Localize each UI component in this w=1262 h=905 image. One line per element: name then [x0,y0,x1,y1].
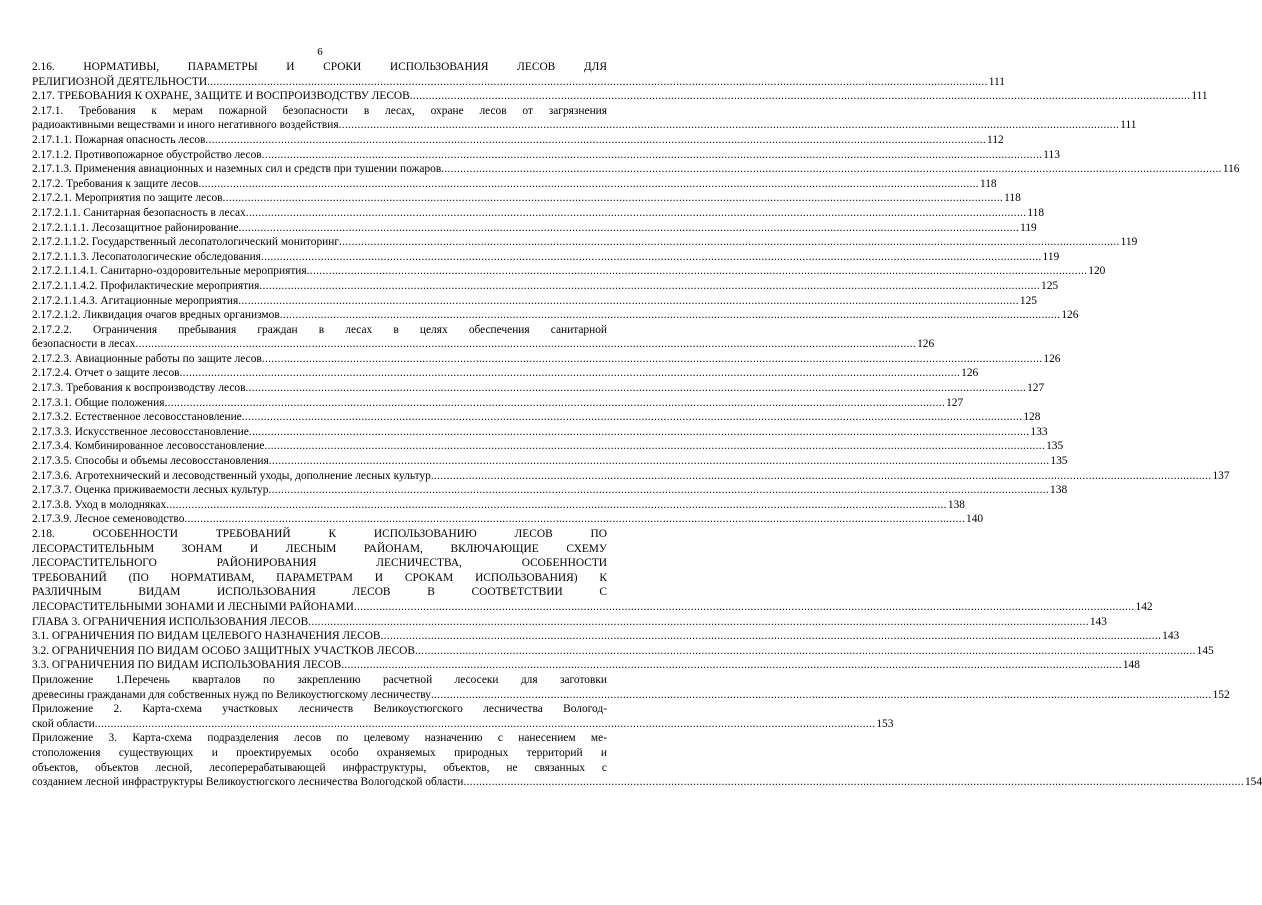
toc-entry-title: 3.2. ОГРАНИЧЕНИЯ ПО ВИДАМ ОСОБО ЗАЩИТНЫХ УЧАСТКОВ ЛЕСОВ [32,644,415,657]
toc-page-number: 118 [1004,192,1021,205]
toc-page-number: 126 [1043,352,1061,365]
toc-leader-dots [259,279,1040,294]
table-of-contents [32,60,1262,790]
toc-page-number: 138 [1050,484,1068,497]
toc-entry[interactable] [32,133,1004,148]
toc-entry-title: безопасности в лесах [32,338,136,351]
toc-leader-dots [249,425,1030,440]
toc-entry-title: 2.17.2.1.1.2. Государственный лесопатологический мониторинг [32,236,340,249]
toc-entry-line: Приложение 3. Карта-схема подразделения лесов по целевому назначению с нанесением ме- [32,732,607,745]
toc-entry[interactable] [32,512,984,527]
toc-entry[interactable] [32,381,1045,396]
toc-entry-title: 2.17.3.7. Оценка приживаемости лесных культур [32,484,269,497]
toc-leader-dots [264,439,1045,454]
toc-page-number: 135 [1050,455,1068,468]
toc-leader-dots [164,396,945,411]
toc-entry-title: 2.17.3. Требования к воспроизводству лесов [32,382,246,395]
toc-entry[interactable] [32,673,1230,702]
toc-page-number: 111 [1120,119,1137,132]
toc-entry[interactable] [32,264,1106,279]
toc-leader-dots [441,162,1222,177]
toc-leader-dots [341,658,1122,673]
toc-leader-dots [223,191,1004,206]
toc-page-number: 143 [1162,630,1180,643]
toc-entry[interactable] [32,162,1240,177]
toc-page-number: 118 [1027,206,1045,219]
toc-entry[interactable] [32,60,1005,89]
toc-leader-dots [410,89,1191,104]
toc-page-number: 119 [1120,236,1138,249]
toc-page-number: 135 [1046,440,1064,453]
toc-entry-line: ЛЕСОРАСТИТЕЛЬНОГО РАЙОНИРОВАНИЯ ЛЕСНИЧЕСТВА, ОСОБЕННОСТИ [32,557,607,570]
toc-page-number: 127 [1027,382,1045,395]
toc-entry[interactable] [32,454,1068,469]
toc-page-number: 152 [1212,688,1230,701]
toc-entry[interactable] [32,366,979,381]
toc-leader-dots [95,717,876,732]
toc-entry[interactable] [32,644,1214,659]
toc-entry-title: 3.1. ОГРАНИЧЕНИЯ ПО ВИДАМ ЦЕЛЕВОГО НАЗНАЧЕНИЯ ЛЕСОВ [32,630,381,643]
toc-entry-line: ТРЕБОВАНИЙ (ПО НОРМАТИВАМ, ПАРАМЕТРАМ И СРОКАМ ИСПОЛЬЗОВАНИЯ) К [32,571,607,584]
toc-page-number: 119 [1042,250,1060,263]
toc-leader-dots [166,498,947,513]
toc-leader-dots [431,688,1212,703]
toc-entry-line: объектов, объектов лесной, лесоперерабатывающей инфраструктуры, объектов, не связанных с [32,761,607,774]
toc-leader-dots [245,381,1026,396]
toc-page-number: 140 [966,513,984,526]
toc-entry[interactable] [32,279,1059,294]
toc-entry-line: 2.16. НОРМАТИВЫ, ПАРАМЕТРЫ И СРОКИ ИСПОЛЬЗОВАНИЯ ЛЕСОВ ДЛЯ [32,61,607,73]
toc-entry-title: 2.17.3.2. Естественное лесовосстановление [32,411,242,424]
toc-page-number: 119 [1020,221,1037,234]
toc-leader-dots [180,366,961,381]
toc-entry-line: РАЗЛИЧНЫМ ВИДАМ ИСПОЛЬЗОВАНИЯ ЛЕСОВ В СООТВЕТСТВИИ С [32,586,607,599]
toc-page-number: 118 [979,177,997,190]
toc-entry[interactable] [32,148,1060,163]
toc-entry[interactable] [32,89,1208,104]
toc-leader-dots [238,221,1019,236]
toc-leader-dots [339,235,1120,250]
toc-entry-title: 2.17.2.4. Отчет о защите лесов [32,367,180,380]
toc-entry[interactable] [32,104,1137,133]
toc-entry-title: 2.17.2.1.1.1. Лесозащитное районирование [32,221,239,234]
toc-entry[interactable] [32,629,1180,644]
toc-entry[interactable] [32,191,1021,206]
toc-page-number: 120 [1088,265,1106,278]
toc-entry[interactable] [32,206,1045,221]
toc-entry-title: 2.17.2.1.1.4.2. Профилактические мероприятия [32,279,260,292]
toc-entry-title: ской области [32,717,95,730]
toc-page-number: 126 [1061,309,1079,322]
toc-leader-dots [184,512,965,527]
toc-entry-line: Приложение 1.Перечень кварталов по закреплению расчетной лесосеки для заготовки [32,673,607,686]
toc-entry-title: 2.17. ТРЕБОВАНИЯ К ОХРАНЕ, ЗАЩИТЕ И ВОСПРОИЗВОДСТВУ ЛЕСОВ [32,90,410,103]
toc-page-number: 137 [1212,469,1230,482]
toc-entry[interactable] [32,323,935,352]
toc-entry-title: 2.17.3.3. Искусственное лесовосстановление [32,425,249,438]
toc-entry[interactable] [32,396,964,411]
toc-entry[interactable] [32,439,1064,454]
toc-page-number: 112 [987,133,1004,146]
toc-leader-dots [242,410,1023,425]
toc-entry[interactable] [32,177,997,192]
toc-leader-dots [135,337,916,352]
toc-entry-title: созданием лесной инфраструктуры Великоустюгского лесничества Вологодской области [32,776,464,789]
toc-entry[interactable] [32,235,1138,250]
toc-leader-dots [268,483,1049,498]
toc-entry-title: 3.3. ОГРАНИЧЕНИЯ ПО ВИДАМ ИСПОЛЬЗОВАНИЯ ЛЕСОВ [32,659,342,672]
toc-leader-dots [307,264,1088,279]
toc-entry-title: 2.17.3.4. Комбинированное лесовосстановление [32,440,265,453]
toc-page-number: 127 [946,396,964,409]
toc-leader-dots [238,294,1019,309]
toc-entry[interactable] [32,527,1153,615]
toc-leader-dots [246,206,1027,221]
toc-page-number: 126 [917,338,935,351]
toc-page-number: 116 [1222,163,1240,176]
toc-entry[interactable] [32,294,1037,309]
toc-leader-dots [431,469,1212,484]
toc-entry-title: 2.17.2.1.2. Ликвидация очагов вредных организмов [32,309,280,322]
toc-entry-line: Приложение 2. Карта-схема участковых лесничеств Великоустюгского лесничества Вологод- [32,703,607,716]
toc-entry-title: 2.17.2.1. Мероприятия по защите лесов [32,192,223,205]
toc-leader-dots [207,75,988,90]
toc-entry[interactable] [32,352,1061,367]
toc-page-number: 128 [1023,411,1041,424]
toc-entry[interactable] [32,250,1060,265]
toc-page-number: 138 [947,498,965,511]
toc-entry-line: стоположения существующих и проектируемых особо охраняемых природных территорий и [32,746,607,759]
toc-leader-dots [262,352,1043,367]
toc-page-number: 111 [1191,90,1208,103]
toc-entry-title: 2.17.3.9. Лесное семеноводство [32,513,185,526]
toc-entry-title: ЛЕСОРАСТИТЕЛЬНЫМИ ЗОНАМИ И ЛЕСНЫМИ РАЙОНАМИ [32,600,354,613]
toc-leader-dots [381,629,1162,644]
toc-entry[interactable] [32,410,1041,425]
toc-leader-dots [205,133,986,148]
toc-page-number: 133 [1030,425,1048,438]
toc-page-number: 125 [1019,294,1037,307]
toc-page-number: 113 [1043,148,1060,161]
toc-entry-title: 2.17.1.1. Пожарная опасность лесов [32,133,206,146]
toc-entry-title: 2.17.1.3. Применения авиационных и наземных сил и средств при тушении пожаров [32,163,442,176]
toc-entry[interactable] [32,615,1107,630]
toc-entry-title: 2.17.3.8. Уход в молодняках [32,498,167,511]
toc-entry-title: ГЛАВА 3. ОГРАНИЧЕНИЯ ИСПОЛЬЗОВАНИЯ ЛЕСОВ [32,615,309,628]
toc-leader-dots [308,615,1089,630]
toc-page-number: 148 [1122,659,1140,672]
toc-entry-title: 2.17.3.5. Способы и объемы лесовосстановления [32,455,269,468]
toc-entry-title: 2.17.2.1.1. Санитарная безопасность в лесах [32,206,246,219]
toc-leader-dots [261,250,1042,265]
toc-leader-dots [415,644,1196,659]
toc-entry-title: 2.17.1.2. Противопожарное обустройство лесов [32,148,262,161]
toc-entry[interactable] [32,469,1230,484]
toc-leader-dots [198,177,979,192]
toc-page-number: 142 [1135,600,1153,613]
toc-leader-dots [354,600,1135,615]
toc-entry[interactable] [32,221,1037,236]
toc-entry-title: радиоактивными веществами и иного негативного воздействия [32,119,339,132]
toc-page-number: 111 [988,75,1005,88]
toc-page-number: 143 [1089,615,1107,628]
toc-entry[interactable] [32,483,1068,498]
toc-page-number: 125 [1041,279,1059,292]
toc-entry[interactable] [32,498,965,513]
toc-entry[interactable] [32,731,1262,789]
toc-entry-title: 2.17.2. Требования к защите лесов [32,177,199,190]
toc-leader-dots [280,308,1061,323]
toc-entry[interactable] [32,702,894,731]
toc-entry[interactable] [32,308,1079,323]
toc-entry-title: древесины гражданами для собственных нужд по Великоустюгскому лесничеству [32,688,431,701]
toc-entry-title: 2.17.2.3. Авиационные работы по защите лесов [32,352,262,365]
toc-leader-dots [463,775,1244,790]
toc-leader-dots [269,454,1050,469]
toc-entry-line: ЛЕСОРАСТИТЕЛЬНЫМ ЗОНАМ И ЛЕСНЫМ РАЙОНАМ, ВКЛЮЧАЮЩИЕ СХЕМУ [32,542,607,555]
toc-entry[interactable] [32,425,1048,440]
toc-entry-title: РЕЛИГИОЗНОЙ ДЕЯТЕЛЬНОСТИ [32,75,208,88]
toc-leader-dots [339,118,1120,133]
toc-entry-line: 2.17.2.2. Ограничения пребывания граждан в лесах в целях обеспечения санитарной [32,323,607,336]
toc-entry-line: 2.17.1. Требования к мерам пожарной безопасности в лесах, охране лесов от загрязнения [32,104,607,117]
toc-entry-title: 2.17.2.1.1.3. Лесопатологические обследования [32,250,261,263]
toc-entry-title: 2.17.3.1. Общие положения [32,396,165,409]
toc-entry[interactable] [32,658,1140,673]
toc-page-number: 145 [1196,644,1214,657]
page-number: 6 [317,46,323,58]
toc-page-number: 154 [1244,776,1262,789]
toc-page-number: 153 [876,717,894,730]
toc-entry-title: 2.17.2.1.1.4.1. Санитарно-оздоровительные мероприятия [32,265,307,278]
toc-page-number: 126 [961,367,979,380]
toc-entry-title: 2.17.2.1.1.4.3. Агитационные мероприятия [32,294,239,307]
toc-entry-line: 2.18. ОСОБЕННОСТИ ТРЕБОВАНИЙ К ИСПОЛЬЗОВАНИЮ ЛЕСОВ ПО [32,528,607,540]
toc-entry-title: 2.17.3.6. Агротехнический и лесоводственный уходы, дополнение лесных культур [32,469,431,482]
toc-leader-dots [262,148,1043,163]
